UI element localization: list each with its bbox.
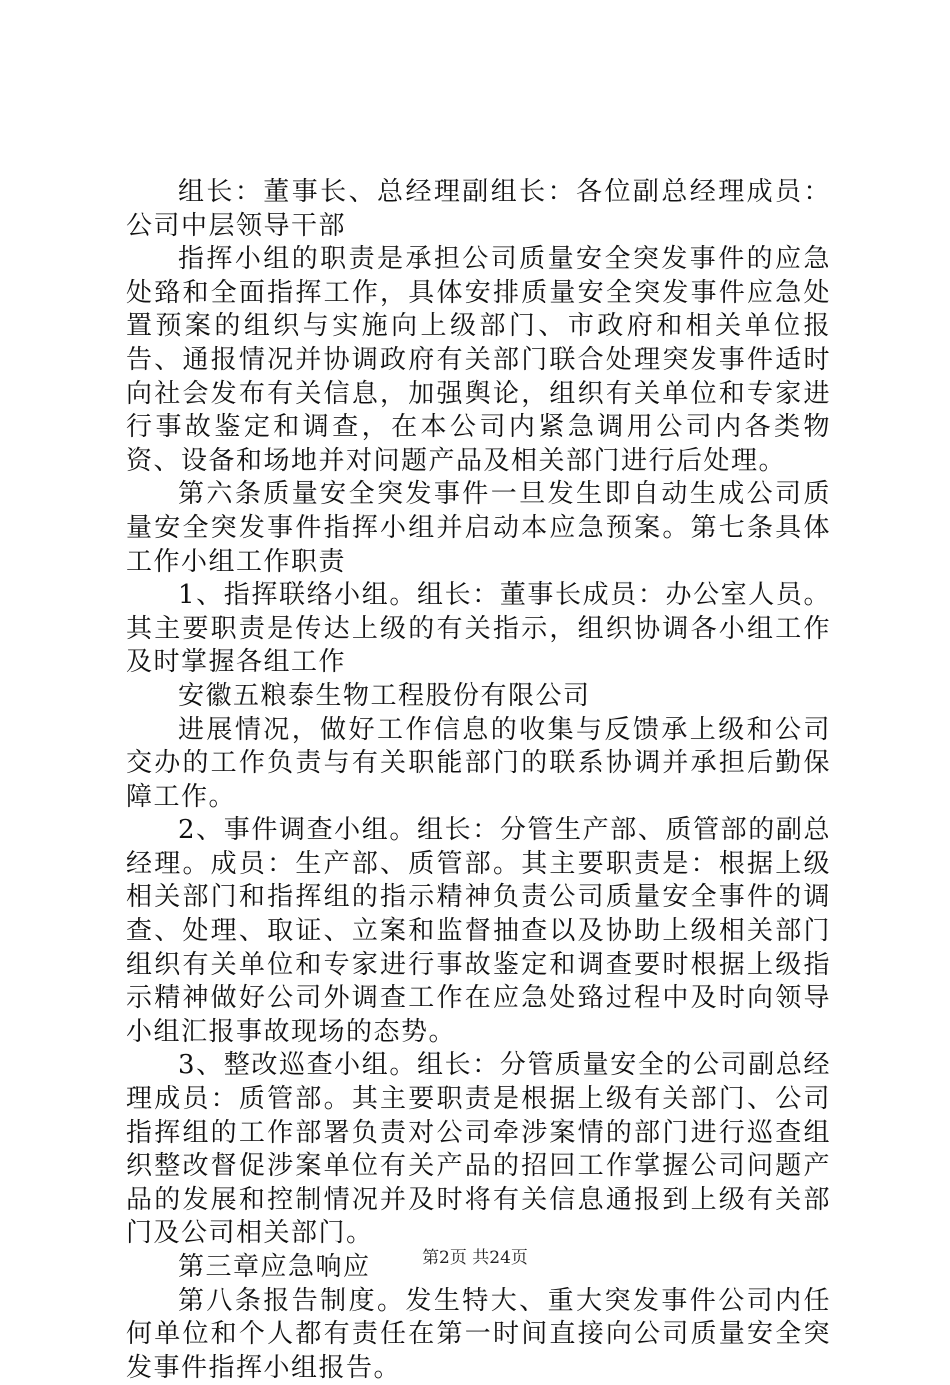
paragraph-article-six-seven: 第六条质量安全突发事件一旦发生即自动生成公司质量安全突发事件指挥小组并启动本应急预案。第七条具体工作小组工作职责 [126,479,831,577]
paragraph-rectification-group: 3、整改巡查小组。组长：分管质量安全的公司副总经理成员：质管部。其主要职责是根据上级有关部门、公司指挥组的工作部署负责对公司牵涉案情的部门进行巡查组织整改督促涉案单位有关产品的招回工作掌握公司问题产品的发展和控制情况并及时将有关信息通报到上级有关部门及公司相关部门。 [126,1050,831,1249]
page-footer: 第2页 共24页 [422,1248,528,1268]
paragraph-investigation-group: 2、事件调查小组。组长：分管生产部、质管部的副总经理。成员：生产部、质管部。其主要职责是：根据上级相关部门和指挥组的指示精神负责公司质量安全事件的调查、处理、取证、立案和监督抽查以及协助上级相关部门组织有关单位和专家进行事故鉴定和调查要时根据上级指示精神做好公司外调查工作在应急处臵过程中及时向领导小组汇报事故现场的态势。 [126,815,831,1047]
paragraph-command-duties: 指挥小组的职责是承担公司质量安全突发事件的应急处臵和全面指挥工作，具体安排质量安全突发事件应急处置预案的组织与实施向上级部门、市政府和相关单位报告、通报情况并协调政府有关部门联合处理突发事件适时向社会发布有关信息，加强舆论，组织有关单位和专家进行事故鉴定和调查，在本公司内紧急调用公司内各类物资、设备和场地并对问题产品及相关部门进行后处理。 [126,244,831,476]
paragraph-company-name: 安徽五粮泰生物工程股份有限公司 [178,680,591,711]
paragraph-leadership-group: 组长：董事长、总经理副组长：各位副总经理成员：公司中层领导干部 [126,177,831,241]
paragraph-reporting-system: 第八条报告制度。发生特大、重大突发事件公司内任何单位和个人都有责任在第一时间直接向公司质量安全突发事件指挥小组报告。 [126,1285,831,1383]
document-body [126,176,831,1385]
paragraph-liaison-group: 1、指挥联络小组。组长：董事长成员：办公室人员。其主要职责是传达上级的有关指示，组织协调各小组工作及时掌握各组工作 [126,580,831,678]
paragraph-progress: 进展情况，做好工作信息的收集与反馈承上级和公司交办的工作负责与有关职能部门的联系协调并承担后勤保障工作。 [126,714,831,812]
chapter-heading: 第三章应急响应 [178,1252,371,1282]
